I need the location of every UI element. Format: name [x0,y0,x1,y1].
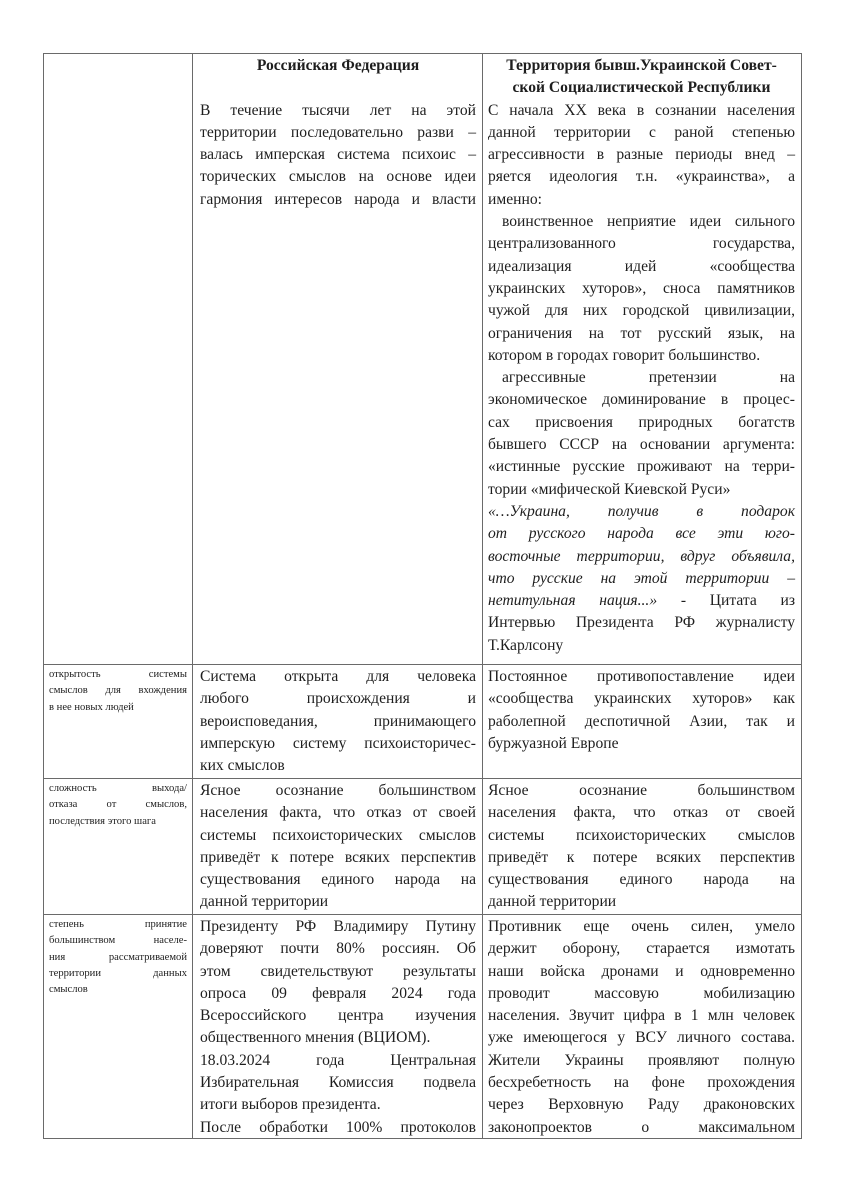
text-line: Постоянное противопоставление идеи [488,668,795,685]
text-line: через Верховную Раду драконовских [488,1096,795,1114]
text-line: котором в городах говорит большинство. [488,346,761,364]
criterion-cell [44,54,192,664]
column-header: ской Социалистической Республики [512,79,771,97]
text-line: что русские на этой территории – [488,569,795,587]
table-row [44,54,801,664]
text-line: Избирательная Комиссия подвела [200,1074,476,1092]
text-line: системы психоисторических смыслов [200,826,476,844]
criterion-line: отказа от смыслов, [49,799,187,811]
text-line: Ясное осознание большинством [488,782,795,799]
text-line: С начала XX века в сознании населения [488,101,795,119]
ukraine-cell [482,779,800,914]
table-row [44,778,801,914]
text-line: итоги выборов президента. [200,1096,381,1114]
text-line: существования единого народа на [200,871,476,889]
text-line: раболепной деспотичной Азии, так и [488,712,795,730]
text-line: существования единого народа на [488,871,795,889]
text-line: централизованного государства, [488,235,795,253]
text-line: ограничения на тот русский язык, на [488,324,795,342]
text-line: данной территории [200,893,329,911]
text-line: любого происхождения и [200,690,476,708]
text-line: населения. Звучит цифра в 1 млн человек [488,1007,795,1025]
column-header: Территория бывш.Украинской Совет- [506,57,777,74]
text-line: тории «мифической Киевской Руси» [488,480,731,498]
table-row [44,914,801,1138]
text-line: от русского народа все эти юго- [488,525,795,543]
criterion-line: ния рассматриваемой [49,951,187,963]
comparison-table [43,53,802,1139]
text-line: ряется идеология т.н. «украинства», а [488,168,795,186]
criterion-line: последствия этого шага [49,815,156,827]
russia-cell [192,665,482,778]
ukraine-cell [482,665,800,778]
text-line: приведёт к потере всяких перспектив [200,848,476,866]
ukraine-cell [482,915,800,1138]
text-line: держит оборону, старается измотать [488,940,795,958]
text-line: украинских хуторов», сноса памятников [488,279,795,297]
text-line: бесхребетность на фоне прохождения [488,1074,795,1092]
text-line: «сообщества украинских хуторов» как [488,690,795,708]
criterion-cell [44,779,192,914]
text-line: данной территории с раной степенью [488,123,795,141]
criterion-line: большинством населе- [49,935,187,947]
text-line [488,590,795,612]
text-line: бывшего СССР на основании аргумента: [488,436,795,454]
text-line: воинственное неприятие идеи сильного [502,213,795,231]
text-line: населения факта, что отказ от своей [200,804,476,822]
text-line: валась имперская система психоис – [200,146,476,164]
text-line: наши войска дронами и одновременно [488,962,795,980]
text-line: Система открыта для человека [200,668,476,685]
text-line: Жители Украины проявляют полную [488,1051,795,1069]
text-line: системы психоисторических смыслов [488,826,795,844]
text-line: агрессивности в разные периоды внед – [488,146,795,164]
text-line: приведёт к потере всяких перспектив [488,848,795,866]
criterion-cell [44,915,192,1138]
text-line: Противник еще очень силен, умело [488,918,795,935]
text-line: «…Украина, получив в подарок [488,502,795,520]
text-line: торических смыслов на основе идеи [200,168,476,186]
text-line: Ясное осознание большинством [200,782,476,799]
text-line: 18.03.2024 года Центральная [200,1051,476,1069]
text-line: доверяют почти 80% россиян. Об [200,940,476,958]
text-line: чужой для них городской цивилизации, [488,302,795,320]
text-line: агрессивные претензии на [502,369,795,387]
text-line: территории последовательно разви – [200,123,476,141]
criterion-line: смыслов [49,984,88,996]
text-line: именно: [488,190,542,208]
text-line: буржуазной Европе [488,734,619,752]
russia-cell [192,54,482,664]
russia-cell [192,915,482,1138]
text-line: Президенту РФ Владимиру Путину [200,918,476,935]
criterion-line: открытость системы [49,669,187,680]
text-line: проводит массовую мобилизацию [488,984,795,1002]
criterion-cell [44,665,192,778]
criterion-line: смыслов для вхождения [49,685,187,697]
text-line [200,77,476,99]
text-line: экономическое доминирование в процес- [488,391,795,409]
text-line: «истинные русские проживают на терри- [488,458,795,476]
russia-cell [192,779,482,914]
ukraine-cell [482,54,800,664]
text-segment: - Цитата из [657,592,796,610]
text-line: гармония интересов народа и власти [200,190,476,208]
text-line: опроса 09 февраля 2024 года [200,984,476,1002]
text-line: данной территории [488,893,617,911]
text-line: Всероссийского центра изучения [200,1007,476,1025]
text-line: идеализация идей «сообщества [488,257,795,275]
criterion-line: сложность выхода/ [49,783,187,794]
text-line: ких смыслов [200,757,285,775]
text-line: уже имеющегося у ВСУ личного состава. [488,1029,795,1047]
text-line: населения факта, что отказ от своей [488,804,795,822]
table-row [44,664,801,778]
column-header: Российская Федерация [256,57,420,74]
text-line: В течение тысячи лет на этой [200,101,476,119]
text-line: сах присвоения природных богатств [488,413,795,431]
text-line: законопроектов о максимальном [488,1118,795,1136]
criterion-line: в нее новых людей [49,701,134,713]
text-line: общественного мнения (ВЦИОМ). [200,1029,431,1047]
text-line: Т.Карлсону [488,636,564,654]
criterion-line: степень принятие [49,919,187,930]
text-line: вероисповедания, принимающего [200,712,476,730]
text-line: После обработки 100% протоколов [200,1118,476,1136]
text-line: Интервью Президента РФ журналисту [488,614,795,632]
text-line: имперскую систему психоисторичес- [200,734,476,752]
text-line: этом свидетельствуют результаты [200,962,476,980]
criterion-line: территории данных [49,967,187,979]
text-line: восточные территории, вдруг объявила, [488,547,795,565]
text-segment: нетитульная нация...» [488,592,658,610]
